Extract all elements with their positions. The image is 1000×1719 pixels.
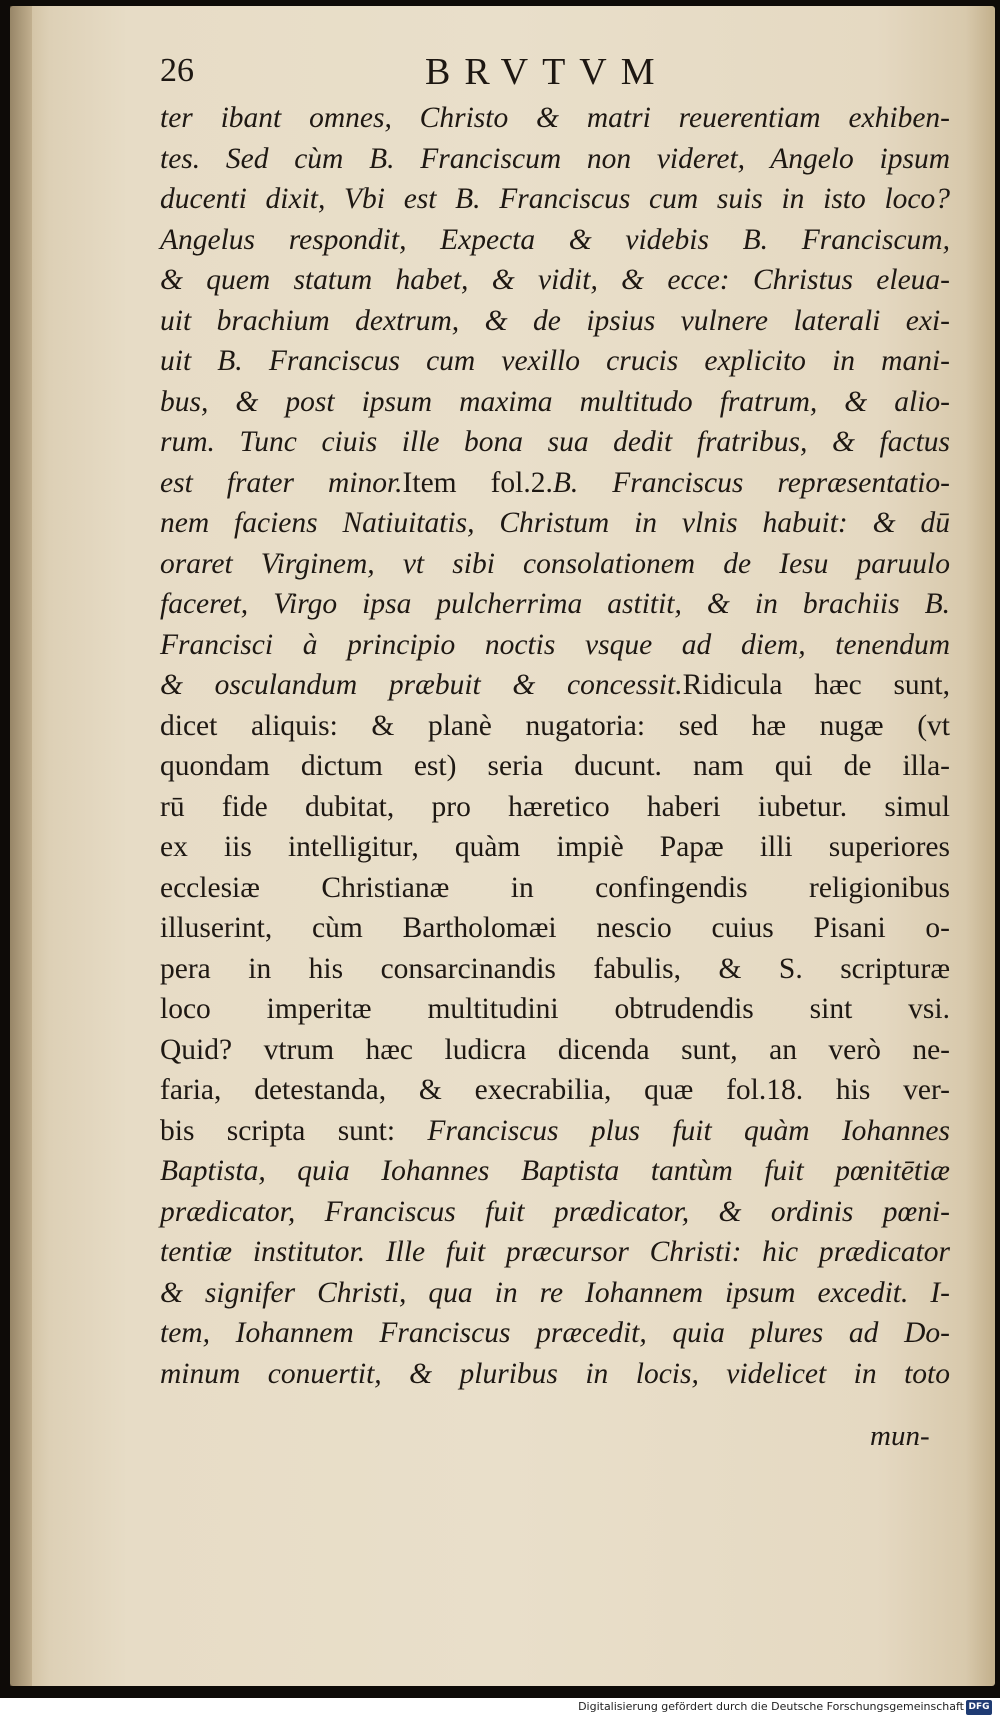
italic-text: & signifer Christi, qua in re Iohannem ipsum excedit. I- [160,1276,950,1309]
text-line [160,625,950,666]
text-line [160,665,950,706]
roman-text: Ridicula hæc sunt, [682,669,950,701]
roman-text: illuserint, cùm Bartholomæi nescio cuius Pisani o- [160,912,950,944]
text-line [160,1151,950,1192]
text-line [160,382,950,423]
text-line [160,989,950,1030]
text-line [160,1111,950,1152]
text-line [160,1354,950,1395]
italic-text: ducenti dixit, Vbi est B. Franciscus cum suis in isto loco? [160,183,950,215]
italic-text: est frater minor. [160,466,403,499]
text-line [160,98,950,139]
page-number: 26 [160,52,194,89]
italic-text: tes. Sed cùm B. Franciscum non videret, Angelo ipsum [160,142,950,175]
text-line [160,746,950,787]
italic-text: ter ibant omnes, Christo & matri reuerentiam exhiben- [160,102,950,134]
roman-text: quondam dictum est) seria ducunt. nam qui de illa- [160,750,950,782]
italic-text: & quem statum habet, & vidit, & ecce: Christus eleua- [160,264,950,296]
italic-text: uit brachium dextrum, & de ipsius vulnere laterali exi- [160,304,950,337]
roman-text: Quid? vtrum hæc ludicra dicenda sunt, an verò ne- [160,1033,950,1066]
italic-text: faceret, Virgo ipsa pulcherrima astitit, & in brachiis B. [160,588,950,620]
funding-credit: Digitalisierung gefördert durch die Deutsche Forschungsgemeinschaft [578,1700,964,1713]
text-line [160,1232,950,1273]
text-line [160,908,950,949]
roman-text: loco imperitæ multitudini obtrudendis sint vsi. [160,993,950,1025]
text-line [160,787,950,828]
italic-text: B. Franciscus repræsentatio- [552,466,950,499]
text-line [160,503,950,544]
text-line [160,463,950,504]
text-line [160,1070,950,1111]
italic-text: Angelus respondit, Expecta & videbis B. Franciscum, [160,223,950,256]
roman-text: pera in his consarcinandis fabulis, & S. scripturæ [160,952,950,985]
text-line [160,1192,950,1233]
italic-text: uit B. Franciscus cum vexillo crucis explicito in mani- [160,345,950,377]
text-line [160,179,950,220]
catchword: mun- [870,1420,930,1452]
running-title: BRVTVM [425,51,669,93]
italic-text: prædicator, Franciscus fuit prædicator, & ordinis pœni- [160,1195,950,1228]
italic-text: tentiæ institutor. Ille fuit præcursor Christi: hic prædicator [160,1236,950,1268]
roman-text: Item fol.2. [402,466,553,499]
text-line [160,341,950,382]
roman-text: dicet aliquis: & planè nugatoria: sed hæ nugæ (vt [160,709,950,742]
page-header [160,48,750,96]
italic-text: Baptista, quia Iohannes Baptista tantùm fuit pœnitētiæ [160,1155,950,1187]
text-line [160,139,950,180]
body-text [160,98,950,1394]
italic-text: Francisci à principio noctis vsque ad diem, tenendum [160,628,950,661]
text-line [160,868,950,909]
roman-text: rū fide dubitat, pro hæretico haberi iubetur. simul [160,790,950,823]
text-line [160,1313,950,1354]
italic-text: nem faciens Natiuitatis, Christum in vlnis habuit: & dū [160,507,950,539]
digitization-footer [0,1698,1000,1719]
italic-text: bus, & post ipsum maxima multitudo fratrum, & alio- [160,385,950,418]
text-line [160,706,950,747]
text-line [160,949,950,990]
italic-text: oraret Virginem, vt sibi consolationem de Iesu paruulo [160,547,950,580]
text-line [160,1030,950,1071]
text-line [160,1273,950,1314]
roman-text: ecclesiæ Christianæ in confingendis religionibus [160,871,950,904]
text-line [160,584,950,625]
italic-text: tem, Iohannem Franciscus præcedit, quia plures ad Do- [160,1317,950,1349]
text-line [160,544,950,585]
roman-text: ex iis intelligitur, quàm impiè Papæ illi superiores [160,831,950,863]
page-gutter-shadow [10,6,32,1686]
roman-text: bis scripta sunt: [160,1114,428,1147]
text-line [160,220,950,261]
text-line [160,260,950,301]
roman-text: faria, detestanda, & execrabilia, quæ fol.18. his ver- [160,1074,950,1106]
italic-text: minum conuertit, & pluribus in locis, videlicet in toto [160,1357,950,1390]
italic-text: rum. Tunc ciuis ille bona sua dedit fratribus, & factus [160,426,950,458]
dfg-logo: DFG [966,1700,992,1715]
italic-text: Franciscus plus fuit quàm Iohannes [427,1114,951,1147]
text-line [160,301,950,342]
text-line [160,422,950,463]
text-line [160,827,950,868]
italic-text: & osculandum præbuit & concessit. [160,669,683,701]
